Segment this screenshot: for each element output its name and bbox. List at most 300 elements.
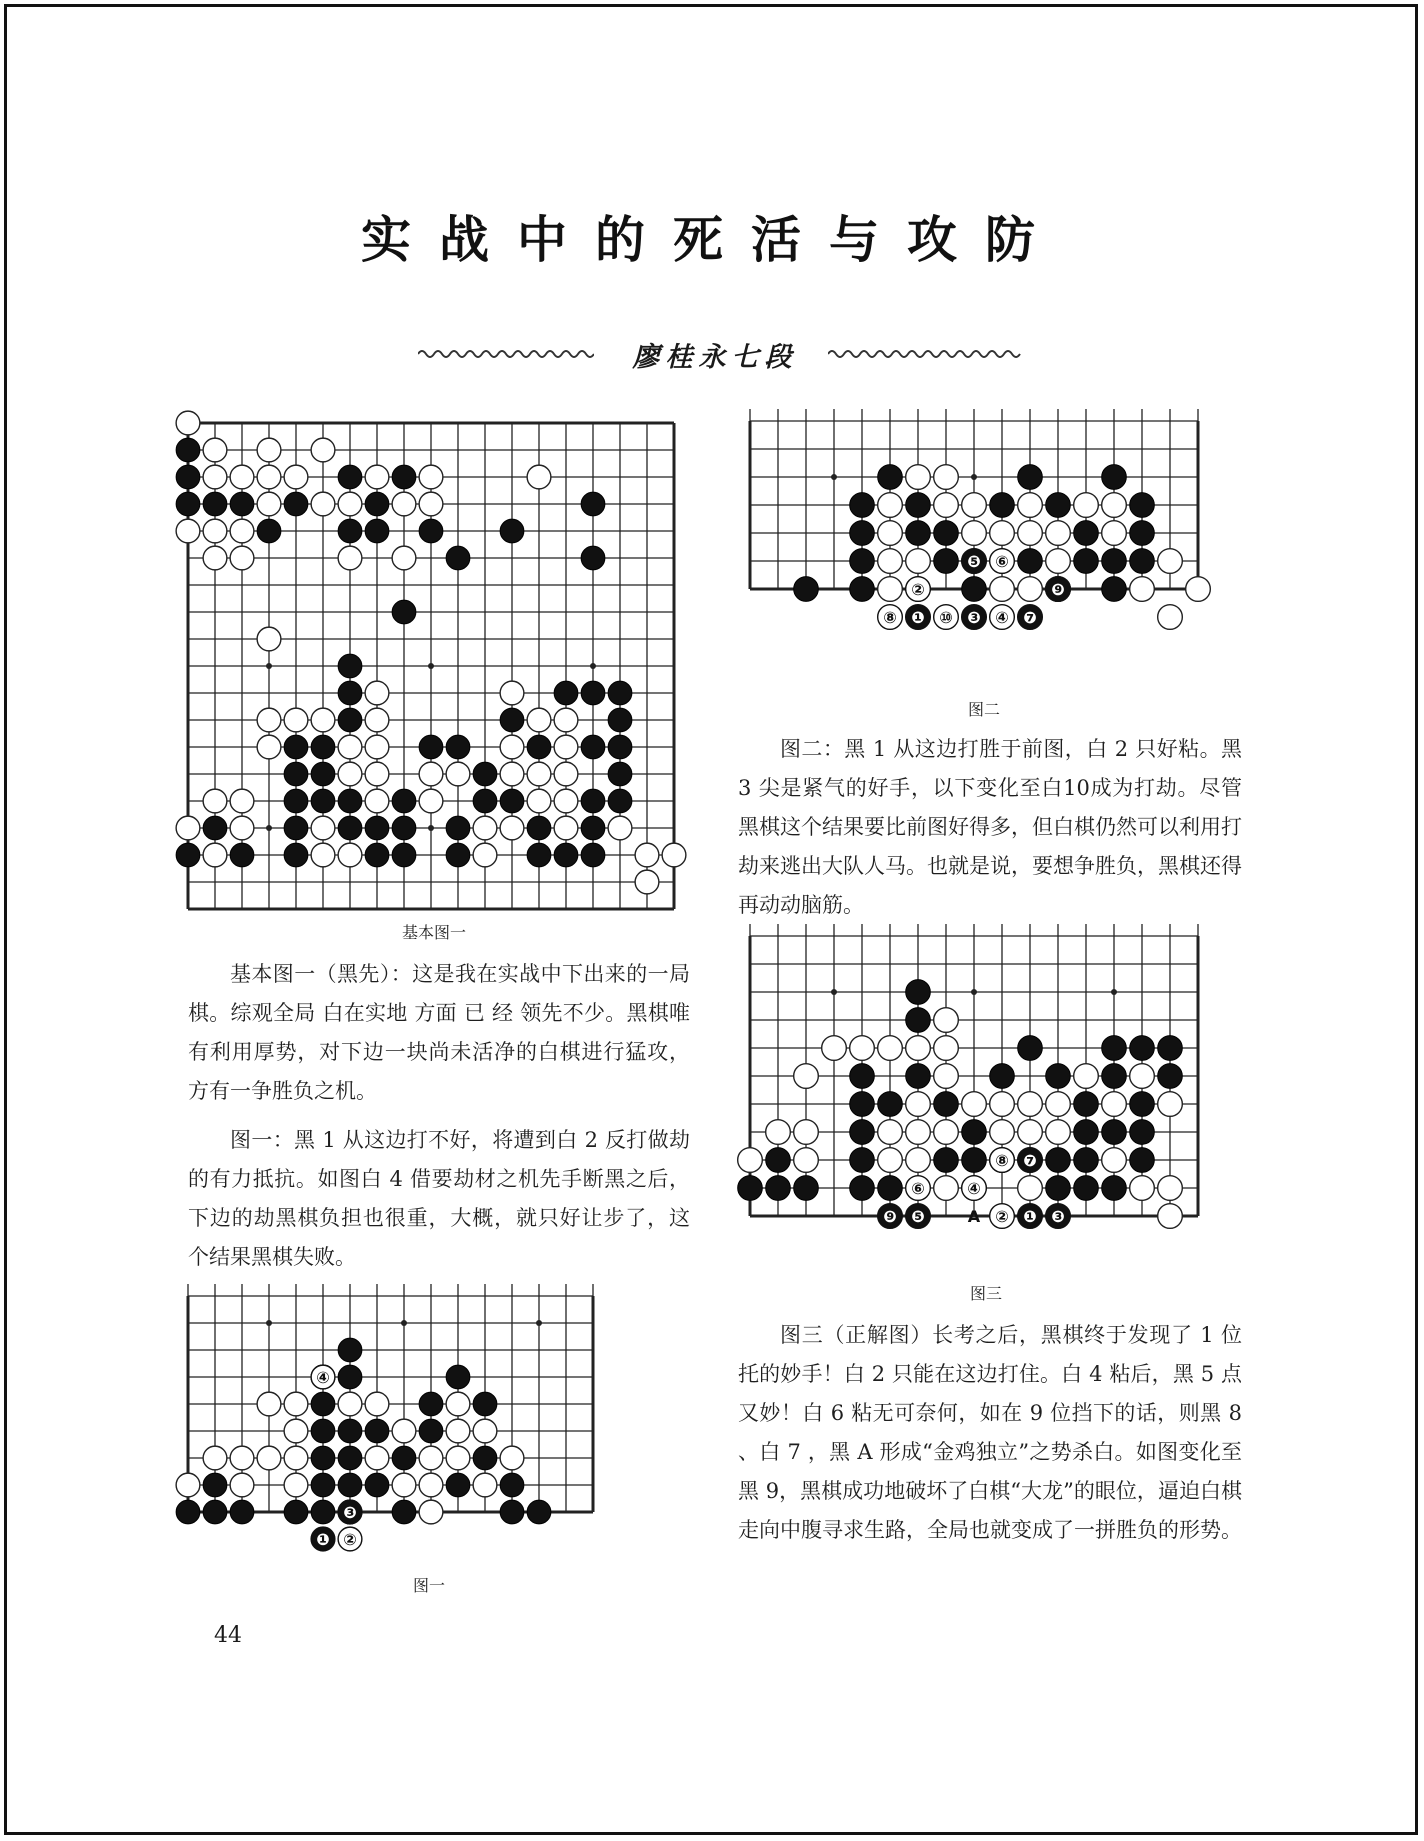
white-stone <box>257 708 281 732</box>
white-stone <box>822 1036 847 1061</box>
black-stone <box>1046 1064 1071 1089</box>
black-stone <box>608 735 632 759</box>
white-stone <box>230 789 254 813</box>
black-stone <box>338 1473 362 1497</box>
white-stone <box>365 762 389 786</box>
white-stone <box>906 1092 931 1117</box>
black-stone <box>446 816 470 840</box>
fig2-caption: 图二 <box>968 700 1001 719</box>
white-stone <box>554 789 578 813</box>
black-stone <box>962 1148 987 1173</box>
black-stone <box>311 1446 335 1470</box>
white-stone <box>500 681 524 705</box>
white-stone <box>203 1446 227 1470</box>
white-stone <box>257 438 281 462</box>
move-number: ❶ <box>316 1530 330 1549</box>
black-stone <box>794 1176 819 1201</box>
white-stone <box>1018 521 1043 546</box>
move-number: ❸ <box>343 1503 357 1522</box>
black-stone <box>1102 549 1127 574</box>
black-stone <box>766 1176 791 1201</box>
white-stone <box>230 1473 254 1497</box>
black-stone <box>581 816 605 840</box>
white-stone <box>365 1446 389 1470</box>
white-stone <box>500 816 524 840</box>
white-stone <box>527 465 551 489</box>
white-stone <box>365 708 389 732</box>
white-stone <box>446 762 470 786</box>
black-stone <box>738 1176 763 1201</box>
black-stone <box>554 843 578 867</box>
black-stone <box>581 492 605 516</box>
black-stone <box>878 1092 903 1117</box>
black-stone <box>284 843 308 867</box>
black-stone <box>230 843 254 867</box>
white-stone <box>635 870 659 894</box>
black-stone <box>338 789 362 813</box>
white-stone <box>446 1446 470 1470</box>
fig1-board <box>187 1268 687 1718</box>
white-stone <box>230 816 254 840</box>
white-stone <box>1130 1064 1155 1089</box>
black-stone <box>203 816 227 840</box>
white-stone <box>1046 1120 1071 1145</box>
black-stone <box>608 681 632 705</box>
white-stone <box>1074 493 1099 518</box>
black-stone <box>554 681 578 705</box>
white-stone <box>608 816 632 840</box>
move-number: ❼ <box>1023 1151 1037 1170</box>
move-number: ❺ <box>911 1207 925 1226</box>
black-stone <box>392 1446 416 1470</box>
black-stone <box>365 816 389 840</box>
black-stone <box>338 519 362 543</box>
black-stone <box>1130 1092 1155 1117</box>
white-stone <box>284 1392 308 1416</box>
black-stone <box>1046 1148 1071 1173</box>
black-stone <box>878 1176 903 1201</box>
white-stone <box>311 708 335 732</box>
move-number: ❶ <box>1023 1207 1037 1226</box>
black-stone <box>850 521 875 546</box>
white-stone <box>554 735 578 759</box>
move-number: ❶ <box>911 608 925 627</box>
white-stone <box>473 1419 497 1443</box>
black-stone <box>581 681 605 705</box>
black-stone <box>934 521 959 546</box>
white-stone <box>766 1120 791 1145</box>
black-stone <box>284 735 308 759</box>
white-stone <box>419 1446 443 1470</box>
black-stone <box>934 1092 959 1117</box>
black-stone <box>850 1064 875 1089</box>
white-stone <box>338 735 362 759</box>
black-stone <box>1074 1092 1099 1117</box>
black-stone <box>608 789 632 813</box>
move-number: ⑧ <box>883 608 897 627</box>
black-stone <box>392 465 416 489</box>
move-number: ② <box>995 1207 1009 1226</box>
black-stone <box>962 577 987 602</box>
black-stone <box>1102 465 1127 490</box>
black-stone <box>500 519 524 543</box>
white-stone <box>878 1120 903 1145</box>
white-stone <box>203 465 227 489</box>
black-stone <box>284 762 308 786</box>
black-stone <box>311 789 335 813</box>
black-stone <box>365 492 389 516</box>
black-stone <box>500 1500 524 1524</box>
black-stone <box>850 1148 875 1173</box>
white-stone <box>934 1120 959 1145</box>
black-stone <box>365 519 389 543</box>
white-stone <box>446 1419 470 1443</box>
white-stone <box>419 492 443 516</box>
black-stone <box>311 1500 335 1524</box>
white-stone <box>1018 1176 1043 1201</box>
move-number: ② <box>343 1530 357 1549</box>
white-stone <box>176 816 200 840</box>
white-stone <box>990 1092 1015 1117</box>
black-stone <box>906 980 931 1005</box>
black-stone <box>1018 1036 1043 1061</box>
white-stone <box>284 1419 308 1443</box>
white-stone <box>473 816 497 840</box>
white-stone <box>230 519 254 543</box>
white-stone <box>419 1500 443 1524</box>
black-stone <box>1018 465 1043 490</box>
black-stone <box>850 577 875 602</box>
white-stone <box>1018 493 1043 518</box>
black-stone <box>527 816 551 840</box>
white-stone <box>1158 549 1183 574</box>
black-stone <box>311 762 335 786</box>
white-stone <box>662 843 686 867</box>
black-stone <box>527 735 551 759</box>
white-stone <box>257 492 281 516</box>
byline-row <box>0 335 1424 375</box>
black-stone <box>311 1473 335 1497</box>
white-stone <box>365 465 389 489</box>
white-stone <box>878 1036 903 1061</box>
white-stone <box>203 546 227 570</box>
white-stone <box>230 465 254 489</box>
white-stone <box>1158 1092 1183 1117</box>
white-stone <box>934 1176 959 1201</box>
black-stone <box>878 465 903 490</box>
white-stone <box>906 465 931 490</box>
move-number: ⑥ <box>995 552 1009 571</box>
black-stone <box>1102 1036 1127 1061</box>
white-stone <box>392 1473 416 1497</box>
paragraph-fig2: 图二：黑 1 从这边打胜于前图，白 2 只好粘。黑 3 尖是紧气的好手，以下变化至白10成为打劫。尽管黑棋这个结果要比前图好得多，但白棋仍然可以利用打劫来逃出大队人马。也就是说，要想争胜负，黑棋还得再动动脑筋。 <box>738 737 1242 917</box>
black-stone <box>284 1500 308 1524</box>
white-stone <box>1158 1204 1183 1229</box>
black-stone <box>1046 493 1071 518</box>
white-stone <box>338 492 362 516</box>
white-stone <box>203 843 227 867</box>
paragraph-fig1: 图一：黑 1 从这边打不好，将遭到白 2 反打做劫的有力抵抗。如图白 4 借要劫材之机先手断黑之后，下边的劫黑棋负担也很重，大概，就只好让步了，这个结果黑棋失败。 <box>188 1128 690 1269</box>
white-stone <box>392 1419 416 1443</box>
white-stone <box>934 465 959 490</box>
move-number: ⑩ <box>939 608 953 627</box>
black-stone <box>1130 549 1155 574</box>
white-stone <box>906 1036 931 1061</box>
black-stone <box>527 1500 551 1524</box>
white-stone <box>794 1148 819 1173</box>
black-stone <box>284 816 308 840</box>
white-stone <box>311 438 335 462</box>
black-stone <box>1130 521 1155 546</box>
black-stone <box>392 600 416 624</box>
white-stone <box>284 1446 308 1470</box>
white-stone <box>473 843 497 867</box>
black-stone <box>1130 1148 1155 1173</box>
black-stone <box>1074 521 1099 546</box>
black-stone <box>176 465 200 489</box>
white-stone <box>176 411 200 435</box>
black-stone <box>906 1008 931 1033</box>
black-stone <box>1046 1176 1071 1201</box>
move-number: ④ <box>995 608 1009 627</box>
black-stone <box>1130 493 1155 518</box>
white-stone <box>527 762 551 786</box>
black-stone <box>850 493 875 518</box>
decorative-wave-left <box>418 347 594 361</box>
white-stone <box>962 1092 987 1117</box>
black-stone <box>446 843 470 867</box>
white-stone <box>990 1120 1015 1145</box>
white-stone <box>392 546 416 570</box>
go-board-fig1 <box>187 1268 687 1718</box>
white-stone <box>176 1473 200 1497</box>
white-stone <box>1074 1064 1099 1089</box>
white-stone <box>311 843 335 867</box>
white-stone <box>527 789 551 813</box>
white-stone <box>203 519 227 543</box>
white-stone <box>1102 493 1127 518</box>
white-stone <box>338 762 362 786</box>
black-stone <box>1158 1064 1183 1089</box>
move-number: ② <box>911 580 925 599</box>
white-stone <box>500 762 524 786</box>
black-stone <box>500 708 524 732</box>
white-stone <box>284 465 308 489</box>
white-stone <box>284 708 308 732</box>
white-stone <box>365 789 389 813</box>
article-title: 实战中的死活与攻防 <box>361 211 1063 269</box>
white-stone <box>878 521 903 546</box>
black-stone <box>850 1120 875 1145</box>
white-stone <box>419 789 443 813</box>
white-stone <box>934 1064 959 1089</box>
white-stone <box>419 762 443 786</box>
fig3-caption: 图三 <box>970 1284 1003 1303</box>
move-number: ❾ <box>883 1207 897 1226</box>
black-stone <box>176 1500 200 1524</box>
white-stone <box>1102 1148 1127 1173</box>
white-stone <box>934 1036 959 1061</box>
black-stone <box>338 1419 362 1443</box>
white-stone <box>990 577 1015 602</box>
black-stone <box>1102 1120 1127 1145</box>
white-stone <box>1186 577 1211 602</box>
black-stone <box>311 1419 335 1443</box>
white-stone <box>473 1473 497 1497</box>
black-stone <box>446 735 470 759</box>
white-stone <box>1158 1176 1183 1201</box>
black-stone <box>203 492 227 516</box>
white-stone <box>878 549 903 574</box>
left-text <box>188 955 690 1287</box>
black-stone <box>473 1446 497 1470</box>
black-stone <box>419 735 443 759</box>
black-stone <box>392 1500 416 1524</box>
black-stone <box>906 1064 931 1089</box>
black-stone <box>338 816 362 840</box>
black-stone <box>581 546 605 570</box>
white-stone <box>794 1120 819 1145</box>
white-stone <box>311 816 335 840</box>
white-stone <box>1158 605 1183 630</box>
black-stone <box>284 789 308 813</box>
white-stone <box>527 708 551 732</box>
white-stone <box>257 627 281 651</box>
white-stone <box>1046 1092 1071 1117</box>
black-stone <box>284 492 308 516</box>
basic-board <box>187 413 687 903</box>
black-stone <box>990 493 1015 518</box>
white-stone <box>257 465 281 489</box>
right-text-2 <box>738 1316 1242 1560</box>
move-number: ❾ <box>1051 580 1065 599</box>
black-stone <box>446 1473 470 1497</box>
black-stone <box>446 546 470 570</box>
go-board-fig3 <box>748 928 1248 1248</box>
white-stone <box>311 492 335 516</box>
move-number: ❺ <box>967 552 981 571</box>
white-stone <box>338 1392 362 1416</box>
white-stone <box>738 1148 763 1173</box>
go-board-fig2 <box>748 413 1248 673</box>
white-stone <box>794 1064 819 1089</box>
black-stone <box>1074 549 1099 574</box>
black-stone <box>906 521 931 546</box>
white-stone <box>230 1446 254 1470</box>
black-stone <box>338 1446 362 1470</box>
black-stone <box>608 708 632 732</box>
white-stone <box>338 843 362 867</box>
white-stone <box>1046 521 1071 546</box>
black-stone <box>473 789 497 813</box>
black-stone <box>608 762 632 786</box>
black-stone <box>581 843 605 867</box>
white-stone <box>878 493 903 518</box>
basic-caption: 基本图一 <box>402 923 467 942</box>
white-stone <box>257 1392 281 1416</box>
white-stone <box>446 1392 470 1416</box>
move-number: ❸ <box>967 608 981 627</box>
black-stone <box>230 492 254 516</box>
white-stone <box>230 546 254 570</box>
author-byline: 廖桂永七段 <box>632 342 798 373</box>
white-stone <box>500 735 524 759</box>
white-stone <box>365 735 389 759</box>
white-stone <box>990 521 1015 546</box>
move-number: ❸ <box>1051 1207 1065 1226</box>
fig3-board <box>748 928 1248 1248</box>
black-stone <box>500 1473 524 1497</box>
black-stone <box>1158 1036 1183 1061</box>
black-stone <box>338 1365 362 1389</box>
black-stone <box>257 519 281 543</box>
move-number: A <box>967 1207 981 1226</box>
white-stone <box>962 521 987 546</box>
white-stone <box>906 1148 931 1173</box>
black-stone <box>766 1148 791 1173</box>
white-stone <box>1102 1092 1127 1117</box>
black-stone <box>990 1064 1015 1089</box>
white-stone <box>176 519 200 543</box>
white-stone <box>962 493 987 518</box>
black-stone <box>1074 1148 1099 1173</box>
white-stone <box>1018 1120 1043 1145</box>
black-stone <box>176 843 200 867</box>
white-stone <box>635 843 659 867</box>
black-stone <box>581 789 605 813</box>
white-stone <box>1018 1092 1043 1117</box>
move-number: ⑧ <box>995 1151 1009 1170</box>
decorative-wave-right <box>828 347 1024 361</box>
black-stone <box>338 654 362 678</box>
black-stone <box>473 762 497 786</box>
black-stone <box>1130 1120 1155 1145</box>
black-stone <box>850 1092 875 1117</box>
black-stone <box>311 735 335 759</box>
white-stone <box>1130 1176 1155 1201</box>
black-stone <box>203 1500 227 1524</box>
black-stone <box>1102 1176 1127 1201</box>
move-number: ❼ <box>1023 608 1037 627</box>
black-stone <box>230 1500 254 1524</box>
black-stone <box>906 493 931 518</box>
move-number: ⑥ <box>911 1179 925 1198</box>
white-stone <box>500 1446 524 1470</box>
black-stone <box>392 789 416 813</box>
white-stone <box>392 492 416 516</box>
white-stone <box>554 816 578 840</box>
black-stone <box>850 549 875 574</box>
black-stone <box>850 1176 875 1201</box>
white-stone <box>338 546 362 570</box>
black-stone <box>365 1473 389 1497</box>
black-stone <box>311 1392 335 1416</box>
black-stone <box>365 1419 389 1443</box>
black-stone <box>338 681 362 705</box>
black-stone <box>365 843 389 867</box>
black-stone <box>338 1338 362 1362</box>
black-stone <box>1074 1176 1099 1201</box>
white-stone <box>257 735 281 759</box>
black-stone <box>500 789 524 813</box>
white-stone <box>554 762 578 786</box>
white-stone <box>1130 577 1155 602</box>
white-stone <box>934 493 959 518</box>
black-stone <box>419 1392 443 1416</box>
black-stone <box>446 1365 470 1389</box>
white-stone <box>934 1008 959 1033</box>
white-stone <box>1018 577 1043 602</box>
